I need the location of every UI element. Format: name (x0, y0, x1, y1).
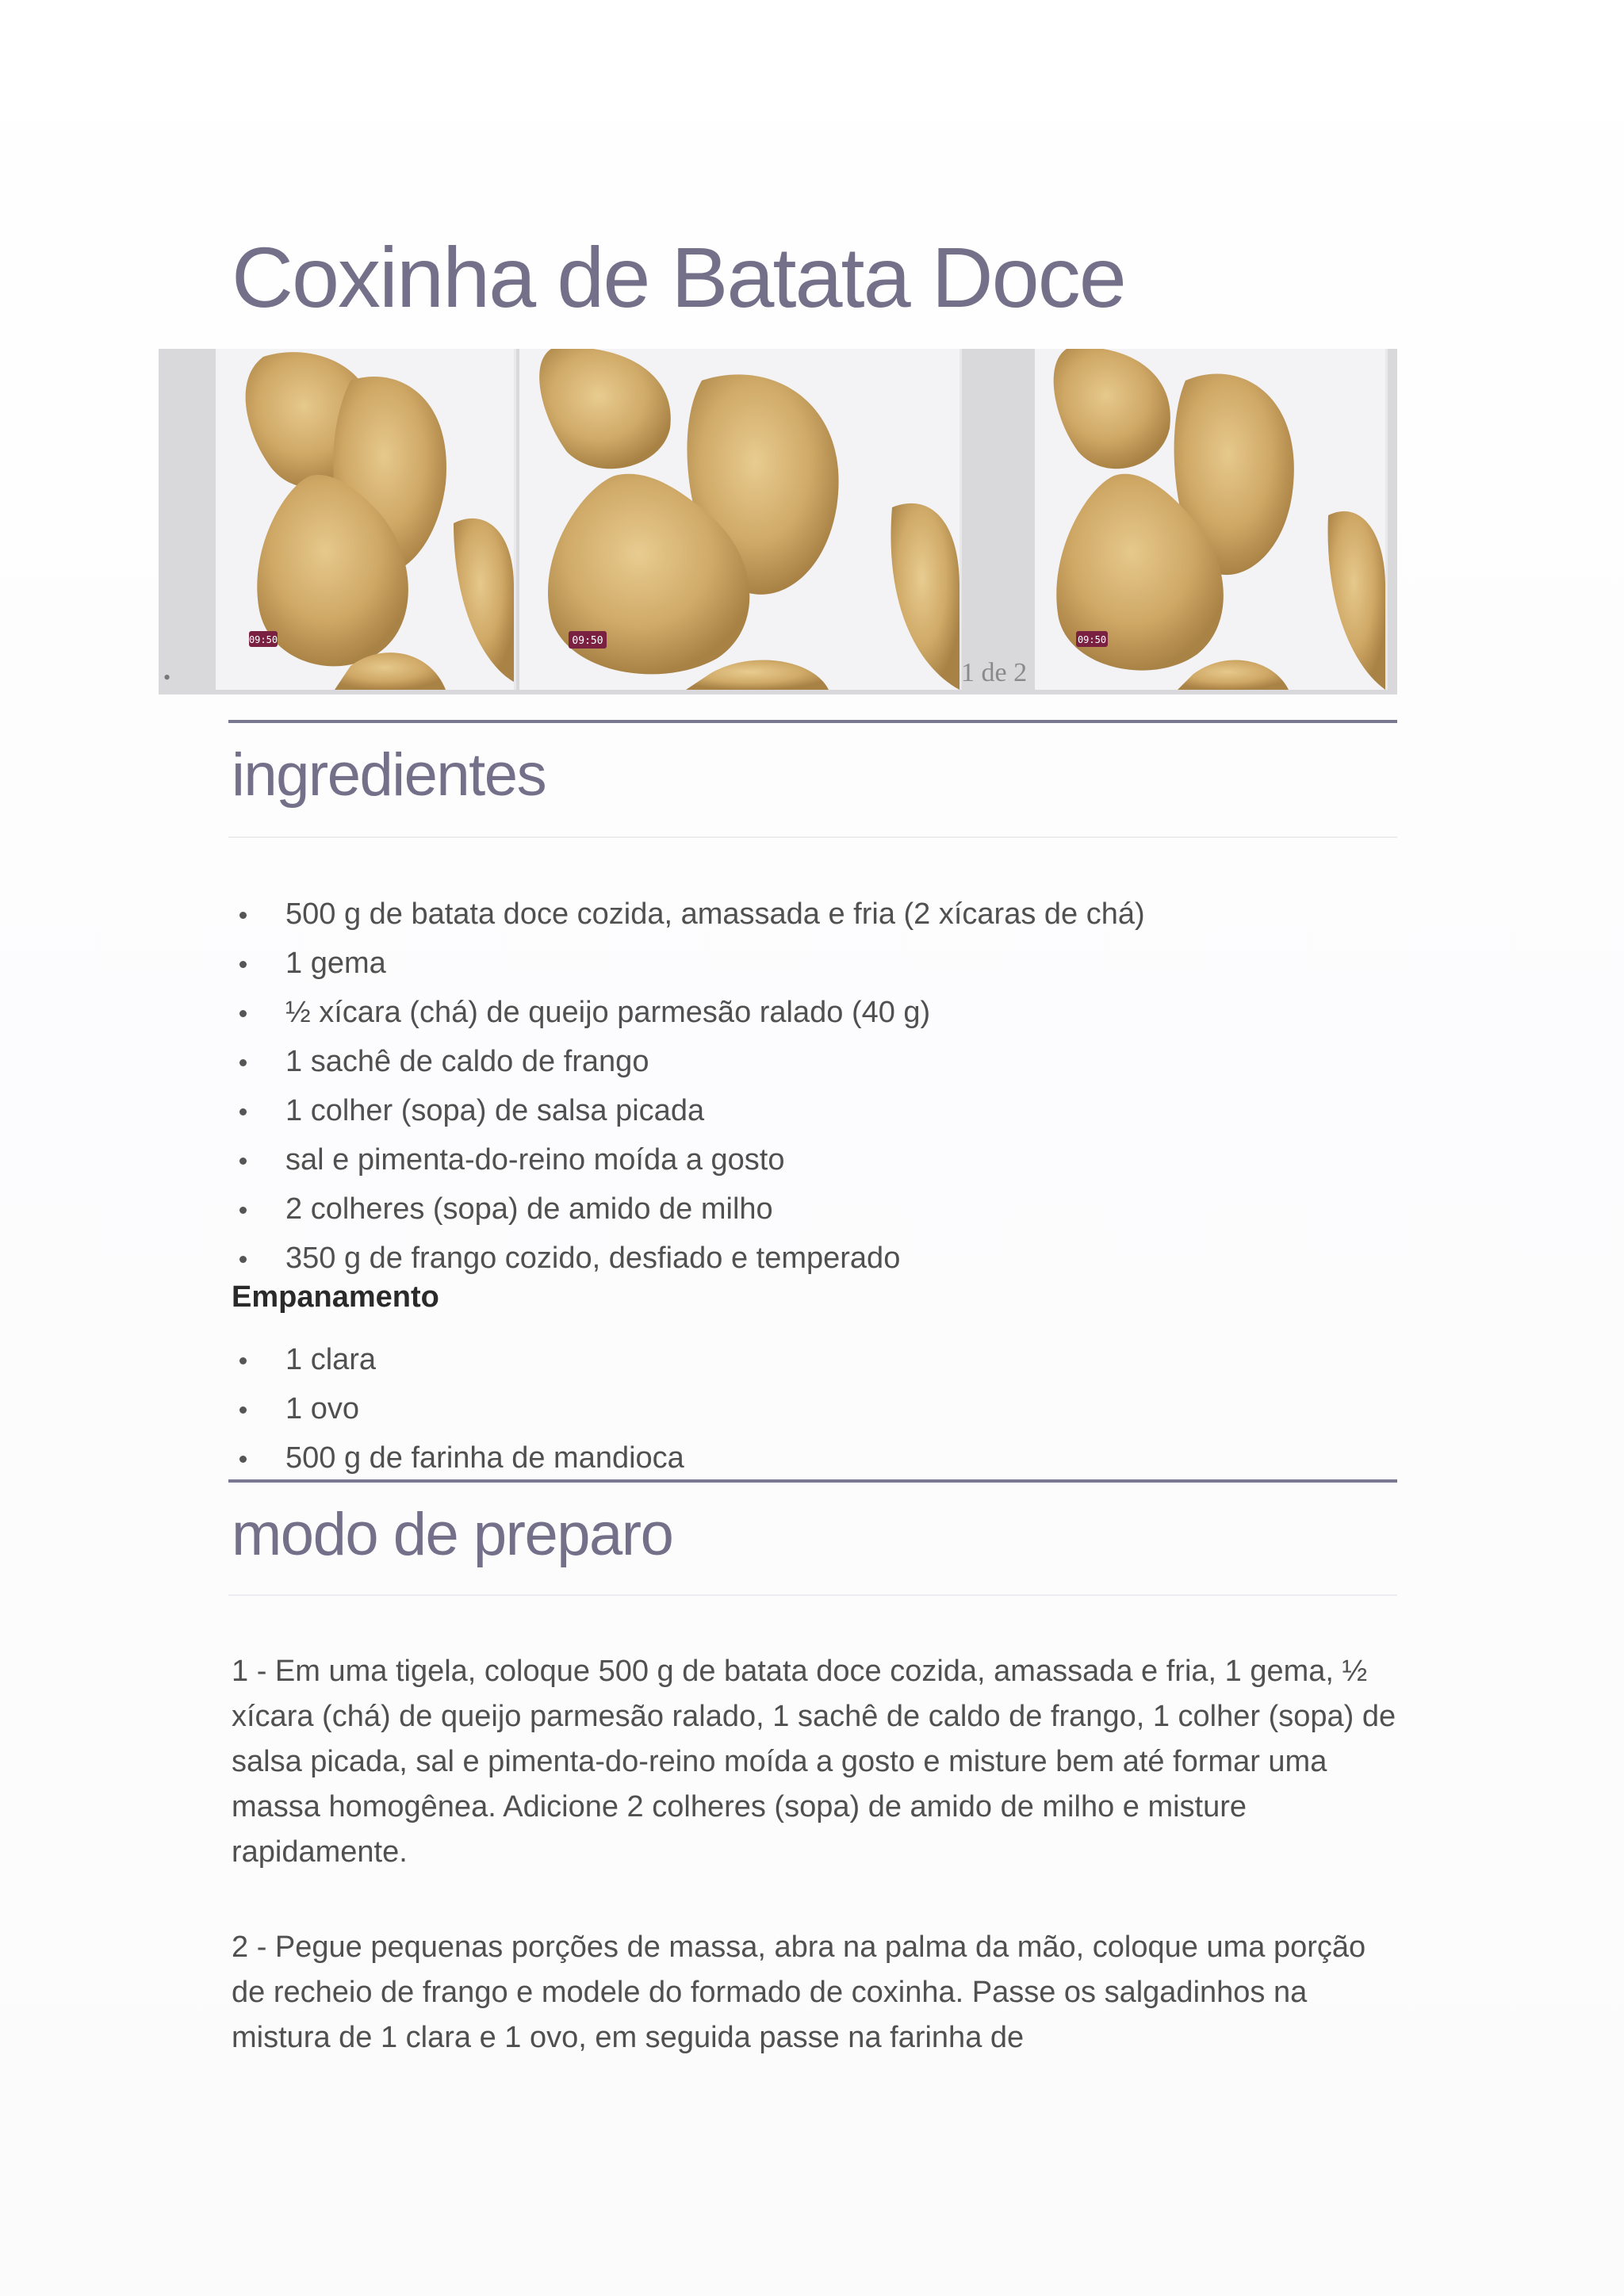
ingredients-heading: ingredientes (232, 741, 546, 809)
slide-counter: 1 de 2 (961, 658, 1028, 687)
list-item: 1 gema (232, 939, 1145, 988)
breading-list (232, 1335, 684, 1483)
carousel-dot[interactable]: • (163, 666, 171, 689)
carousel-slide[interactable] (519, 349, 962, 690)
ingredients-list (232, 890, 1145, 1283)
coxinha-photo-icon (216, 349, 514, 690)
list-item: 1 colher (sopa) de salsa picada (232, 1086, 1145, 1135)
list-item: 350 g de frango cozido, desfiado e temperado (232, 1234, 1145, 1283)
list-item: 500 g de batata doce cozida, amassada e fria (2 xícaras de chá) (232, 890, 1145, 939)
image-badge: 09:50 (1077, 634, 1107, 645)
list-item: ½ xícara (chá) de queijo parmesão ralado (40 g) (232, 988, 1145, 1037)
list-item: 1 clara (232, 1335, 684, 1384)
recipe-title: Coxinha de Batata Doce (232, 229, 1125, 325)
heading-underline (228, 836, 1397, 838)
preparation-heading: modo de preparo (232, 1501, 673, 1568)
preparation-step: 1 - Em uma tigela, coloque 500 g de batata doce cozida, amassada e fria, 1 gema, ½ xícara (chá) de queijo parmesão ralado, 1 sachê de caldo de frango, 1 colher (sopa) de salsa picada, sal e pimenta-do-reino moída a gosto e misture bem até formar uma massa homogênea. Adicione 2 colheres (sopa) de amido de milho e misture rapidamente. (232, 1655, 1396, 1869)
heading-underline (228, 1594, 1397, 1596)
image-badge: 09:50 (572, 635, 603, 647)
coxinha-photo-icon (519, 349, 959, 690)
preparation-step: 2 - Pegue pequenas porções de massa, abra na palma da mão, coloque uma porção de recheio de frango e modele do formado de coxinha. Passe os salgadinhos na mistura de 1 clara e 1 ovo, em seguida passe na farinha de (232, 1931, 1366, 2054)
section-divider (228, 720, 1397, 723)
carousel-slide[interactable] (216, 349, 516, 690)
list-item: 2 colheres (sopa) de amido de milho (232, 1184, 1145, 1234)
list-item: 1 sachê de caldo de frango (232, 1037, 1145, 1086)
carousel-slide[interactable] (1035, 349, 1388, 690)
breading-subheading: Empanamento (232, 1280, 439, 1314)
section-divider (228, 1479, 1397, 1483)
image-badge: 09:50 (248, 634, 278, 645)
coxinha-photo-icon (1035, 349, 1385, 690)
list-item: 500 g de farinha de mandioca (232, 1433, 684, 1483)
photo-carousel[interactable] (159, 349, 1397, 695)
list-item: 1 ovo (232, 1384, 684, 1433)
list-item: sal e pimenta-do-reino moída a gosto (232, 1135, 1145, 1184)
